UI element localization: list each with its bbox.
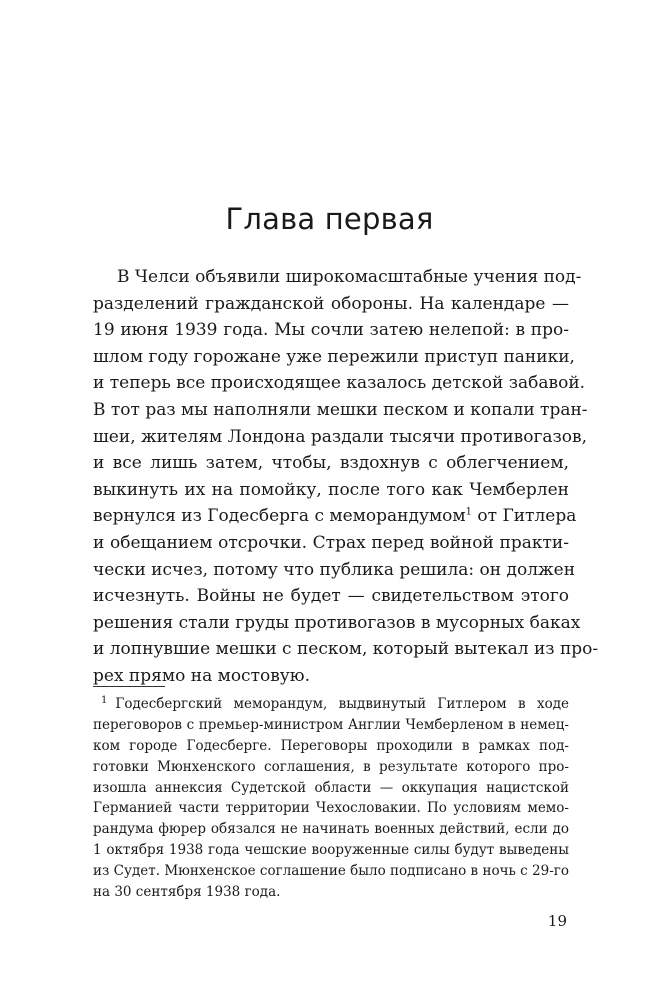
body-line: рех прямо на мостовую. [93, 665, 310, 686]
body-line: шлом году горожане уже пережили приступ паники, [93, 346, 575, 367]
footnote-line: 1 октября 1938 года чешские вооруженные силы будут выведены [93, 842, 569, 859]
footnote-line: переговоров с премьер-министром Англии Чемберленом в немец- [93, 716, 569, 733]
footnote-line: ком городе Годесберге. Переговоры проходили в рамках под- [93, 737, 569, 754]
chapter-title: Глава первая [225, 202, 434, 236]
footnote-divider [93, 686, 165, 687]
body-line-part: вернулся из Годесберга с меморандумом [93, 506, 466, 527]
page-number: 19 [547, 912, 567, 930]
body-line: выкинуть их на помойку, после того как Чемберлен [93, 479, 569, 500]
footnote-line-text: Годесбергский меморандум, выдвинутый Гитлером в ходе [115, 696, 569, 712]
body-line: чески исчез, потому что публика решила: он должен [93, 559, 576, 580]
body-line: и лопнувшие мешки с песком, который вытекал из про- [93, 639, 599, 660]
body-line: шеи, жителям Лондона раздали тысячи противогазов, [93, 426, 588, 447]
body-line: В тот раз мы наполняли мешки песком и копали тран- [93, 399, 588, 420]
footnote-line: рандума фюрер обязался не начинать военных действий, если до [93, 821, 569, 838]
body-line: разделений гражданской обороны. На календаре — [93, 293, 569, 314]
body-line-with-footnote [93, 503, 577, 530]
body-line: и обещанием отсрочки. Страх перед войной практи- [93, 532, 569, 553]
body-line: и теперь все происходящее казалось детской забавой. [93, 373, 586, 394]
footnote-line [93, 694, 569, 715]
footnote-line: на 30 сентября 1938 года. [93, 884, 281, 901]
body-text [93, 264, 599, 690]
footnote-line: готовки Мюнхенского соглашения, в результате которого про- [93, 758, 569, 775]
footnote-line: изошла аннексия Судетской области — оккупация нацистской [93, 779, 569, 796]
body-line: 19 июня 1939 года. Мы сочли затею нелепой: в про- [93, 320, 569, 341]
body-line: и все лишь затем, чтобы, вздохнув с облегчением, [93, 453, 569, 474]
body-line: В Челси объявили широкомасштабные учения под- [117, 267, 582, 287]
footnote-line: из Судет. Мюнхенское соглашение было подписано в ночь с 29-го [93, 863, 569, 880]
body-line: исчезнуть. Войны не будет — свидетельством этого [93, 586, 569, 607]
footnote-line: Германией части территории Чехословакии. По условиям мемо- [93, 800, 569, 817]
body-line-part: от Гитлера [477, 506, 577, 527]
footnote-reference[interactable]: 1 [465, 506, 473, 518]
footnote [93, 694, 569, 903]
body-line: решения стали груды противогазов в мусорных баках [93, 612, 581, 633]
footnote-marker: 1 [101, 694, 108, 706]
